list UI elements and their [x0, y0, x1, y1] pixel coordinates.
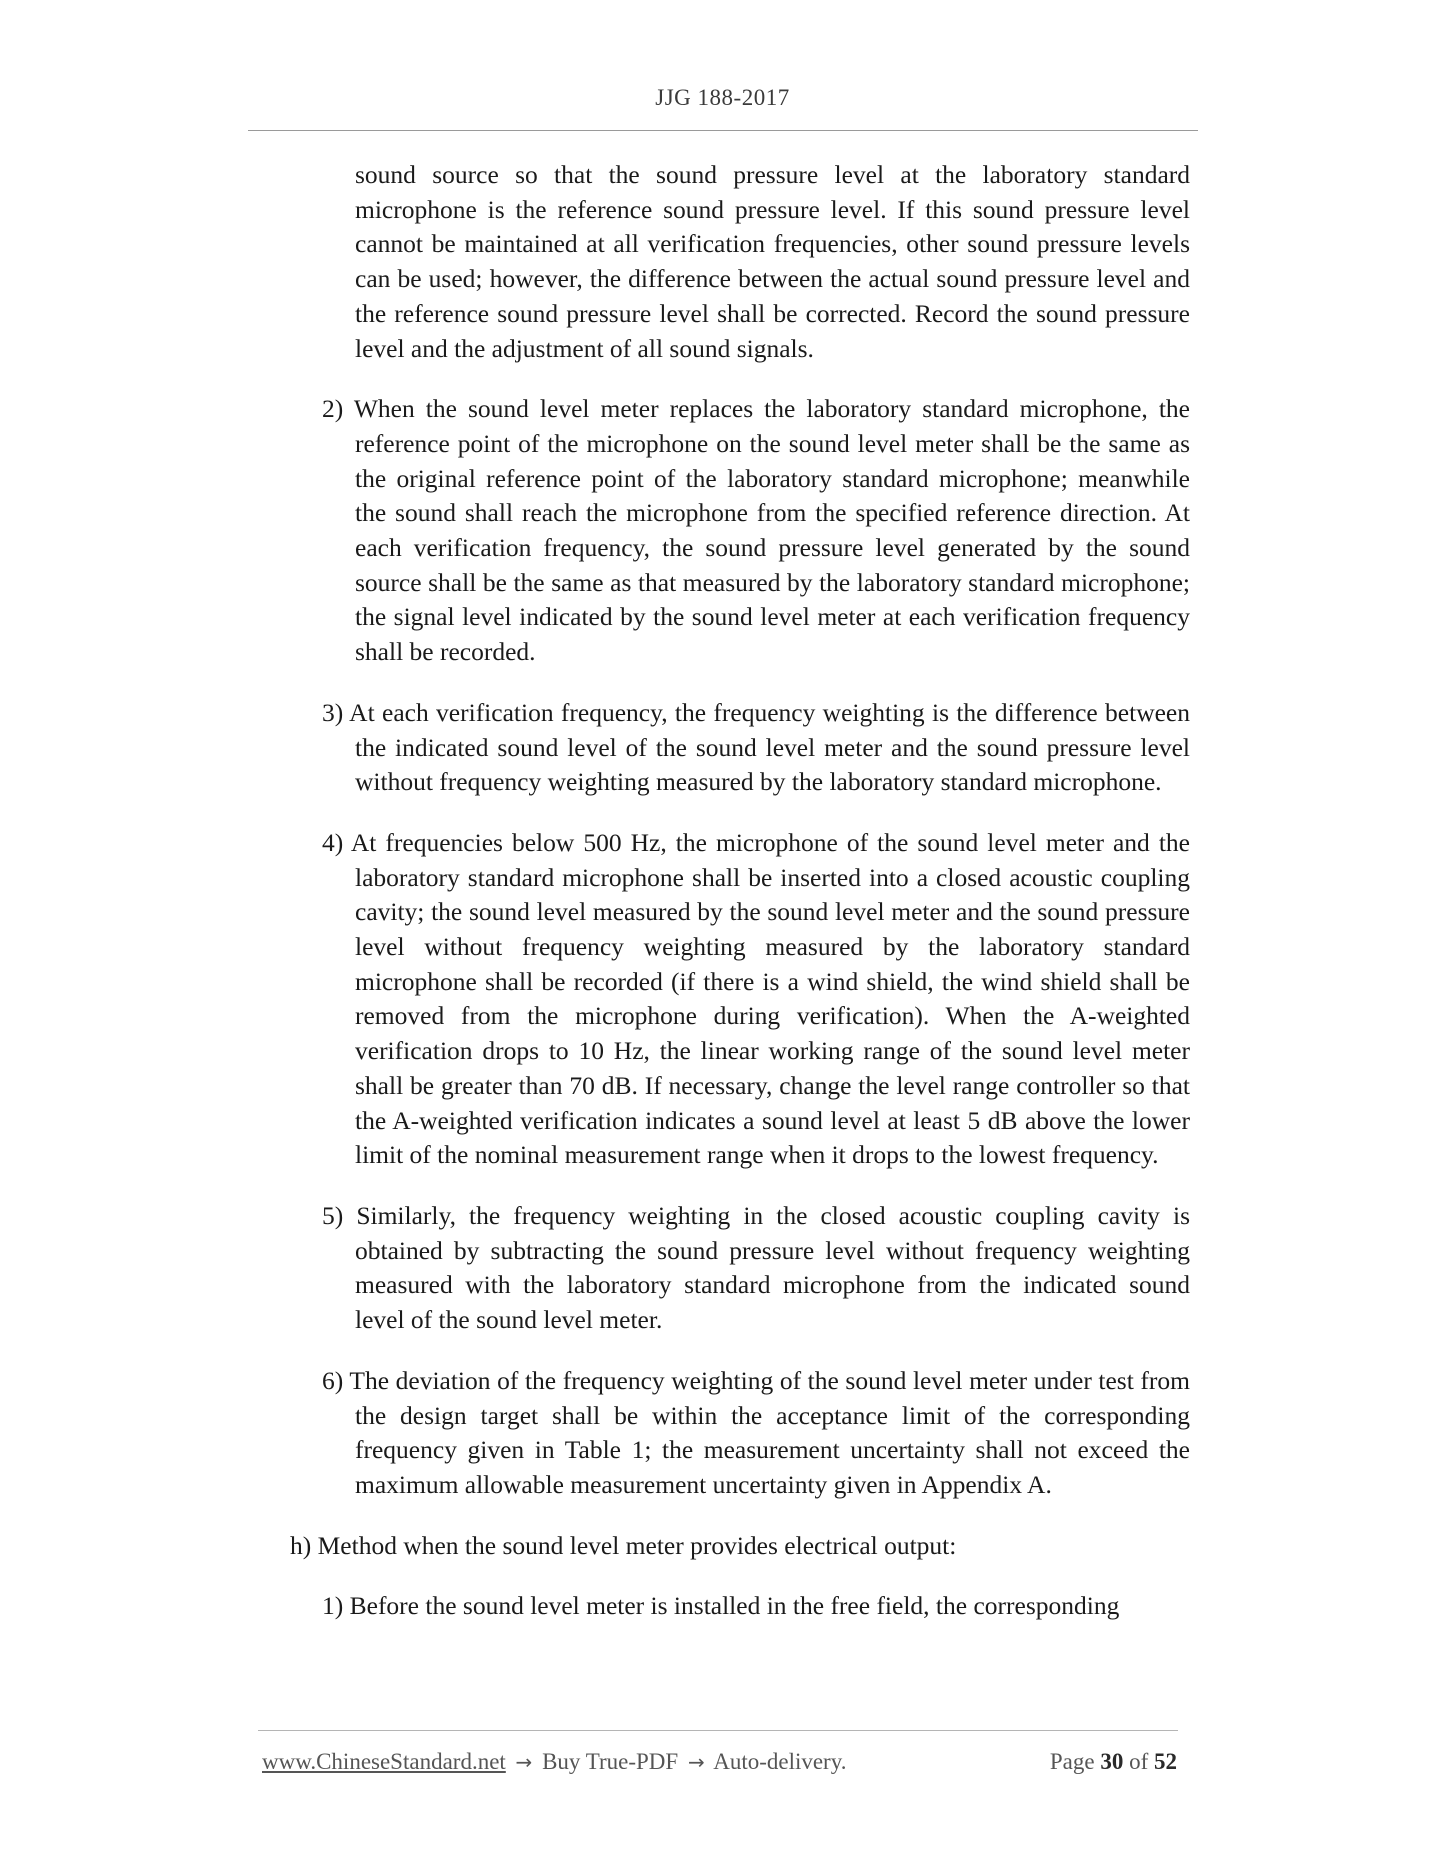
of-label: of: [1129, 1749, 1149, 1774]
arrow-right-icon: →: [515, 1750, 533, 1774]
list-item-2: 2) When the sound level meter replaces the laboratory standard microphone, the reference point of the microphone on the sound level meter shall be the same as the original reference point of the laboratory standard microphone; meanwhile the sound shall reach the microphone from the specified reference direction. At each verification frequency, the sound pressure level generated by the sound source shall be the same as that measured by the laboratory standard microphone; the signal level indicated by the sound level meter at each verification frequency shall be recorded.: [322, 394, 1190, 667]
buy-pdf-text: Buy True-PDF: [542, 1749, 679, 1774]
page-counter: [1050, 1749, 1177, 1775]
document-header-title: JJG 188-2017: [655, 85, 790, 110]
section-h-item-1: 1) Before the sound level meter is installed in the free field, the corresponding: [322, 1591, 1120, 1621]
page-label: Page: [1049, 1749, 1095, 1774]
list-item-5: 5) Similarly, the frequency weighting in the closed acoustic coupling cavity is obtained by subtracting the sound pressure level without frequency weighting measured with the laboratory standard microphone from the indicated sound level of the sound level meter.: [322, 1200, 1190, 1335]
footer-promo: [262, 1749, 846, 1775]
continuation-paragraph: sound source so that the sound pressure level at the laboratory standard microphone is the reference sound pressure level. If this sound pressure level cannot be maintained at all verification frequencies, other sound pressure levels can be used; however, the difference between the actual sound pressure level and the reference sound pressure level shall be corrected. Record the sound pressure level and the adjustment of all sound signals.: [355, 160, 1190, 363]
auto-delivery-text: Auto-delivery.: [713, 1749, 847, 1774]
site-link[interactable]: www.ChineseStandard.net: [262, 1749, 506, 1774]
arrow-right-icon: →: [687, 1750, 705, 1774]
section-h-heading: h) Method when the sound level meter provides electrical output:: [290, 1530, 957, 1560]
header-divider: [248, 130, 1198, 131]
footer-divider: [258, 1730, 1178, 1731]
list-item-6: 6) The deviation of the frequency weighting of the sound level meter under test from the design target shall be within the acceptance limit of the corresponding frequency given in Table 1; the measurement uncertainty shall not exceed the maximum allowable measurement uncertainty given in Appendix A.: [322, 1365, 1190, 1499]
list-item-3: 3) At each verification frequency, the frequency weighting is the difference between the indicated sound level of the sound level meter and the sound pressure level without frequency weighting measured by the laboratory standard microphone.: [322, 697, 1190, 797]
list-item-4: 4) At frequencies below 500 Hz, the microphone of the sound level meter and the laboratory standard microphone shall be inserted into a closed acoustic coupling cavity; the sound level measured by the sound level meter and the sound pressure level without frequency weighting measured by the laboratory standard microphone shall be recorded (if there is a wind shield, the wind shield shall be removed from the microphone during verification). When the A-weighted verification drops to 10 Hz, the linear working range of the sound level meter shall be greater than 70 dB. If necessary, change the level range controller so that the A-weighted verification indicates a sound level at least 5 dB above the lower limit of the nominal measurement range when it drops to the lowest frequency.: [322, 827, 1190, 1170]
current-page-number: 30: [1100, 1749, 1124, 1774]
page-body: [290, 158, 1190, 1624]
total-pages-number: 52: [1154, 1749, 1177, 1774]
